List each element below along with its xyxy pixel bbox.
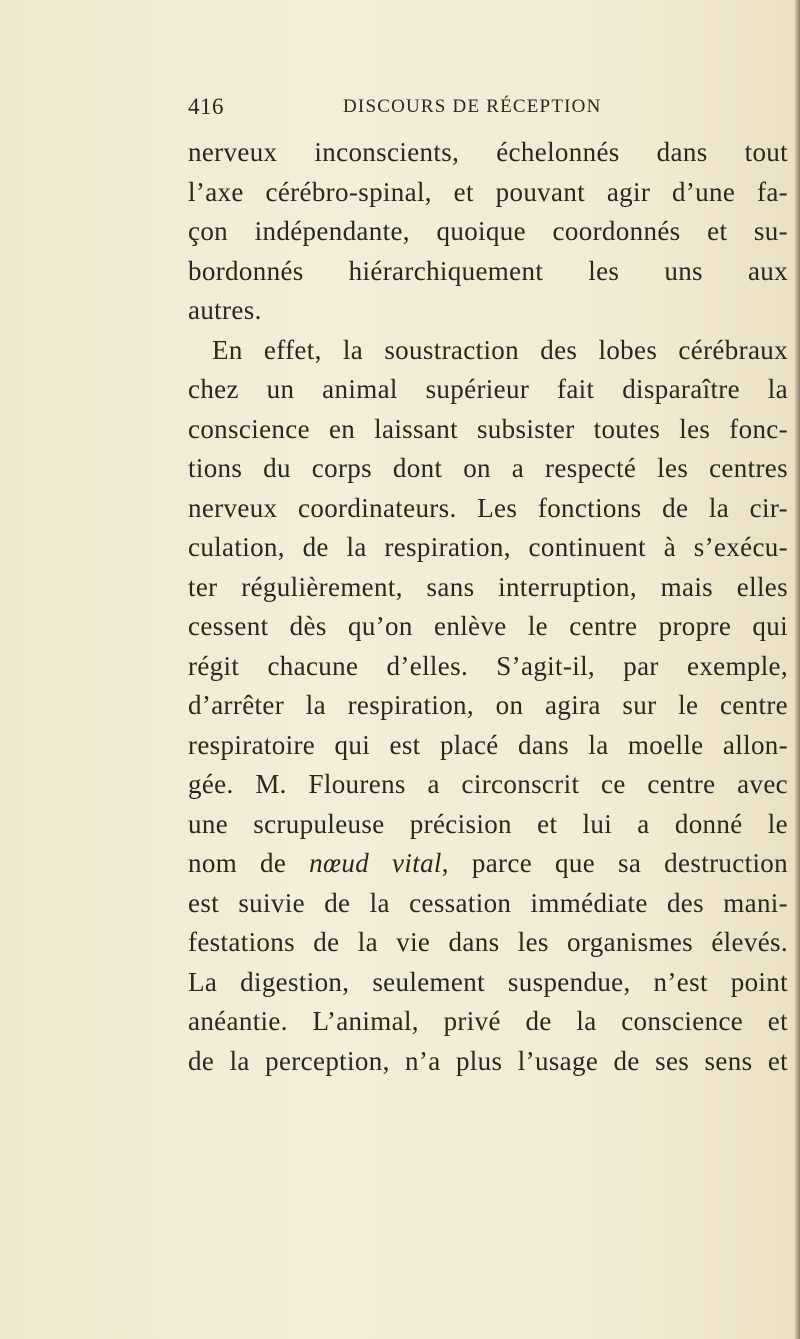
text-line: est suivie de la cessation immédiate des mani- [188,887,788,918]
running-title: DISCOURS DE RÉCEPTION [343,96,602,117]
text-line: de la perception, n’a plus l’usage de ses sens et [188,1045,788,1076]
text-line: nerveux inconscients, échelonnés dans tout [188,137,788,167]
text-line: d’arrêter la respiration, on agira sur le centre [188,690,788,720]
text-line: chez un animal supérieur fait disparaître la [188,374,788,404]
text-line-with-italic [188,844,788,884]
text-line: bordonnés hiérarchiquement les uns aux [188,255,788,286]
text-segment: , parce que sa destruction [441,848,788,878]
body-text [188,133,788,1081]
text-line: conscience en laissant subsister toutes les fonc- [188,413,788,444]
text-line: cessent dès qu’on enlève le centre propre qui [188,611,788,641]
text-line: çon indépendante, quoique coordonnés et su- [188,216,788,246]
text-line: La digestion, seulement suspendue, n’est point [188,966,788,997]
text-line: régit chacune d’elles. S’agit-il, par exemple, [188,650,788,681]
text-line: une scrupuleuse précision et lui a donné le [188,808,788,839]
text-line: anéantie. L’animal, privé de la conscience et [188,1006,788,1036]
page-edge-shadow [794,0,800,1339]
text-line: gée. M. Flourens a circonscrit ce centre avec [188,769,788,799]
text-line: culation, de la respiration, continuent à s’exécu- [188,532,788,562]
text-line: ter régulièrement, sans interruption, mais elles [188,571,788,602]
text-line: En effet, la soustraction des lobes cérébraux [212,334,788,365]
text-line: l’axe cérébro-spinal, et pouvant agir d’une fa- [188,176,788,207]
page-number: 416 [188,94,224,119]
text-line: festations de la vie dans les organismes élevés. [188,927,788,957]
text-line: nerveux coordinateurs. Les fonctions de la cir- [188,492,788,523]
text-line: tions du corps dont on a respecté les centres [188,453,788,483]
text-segment: nom de [188,848,310,878]
running-head [188,94,798,122]
text-line: autres. [188,295,262,325]
italic-term: nœud vital [309,848,442,878]
text-line: respiratoire qui est placé dans la moelle allon- [188,729,788,760]
